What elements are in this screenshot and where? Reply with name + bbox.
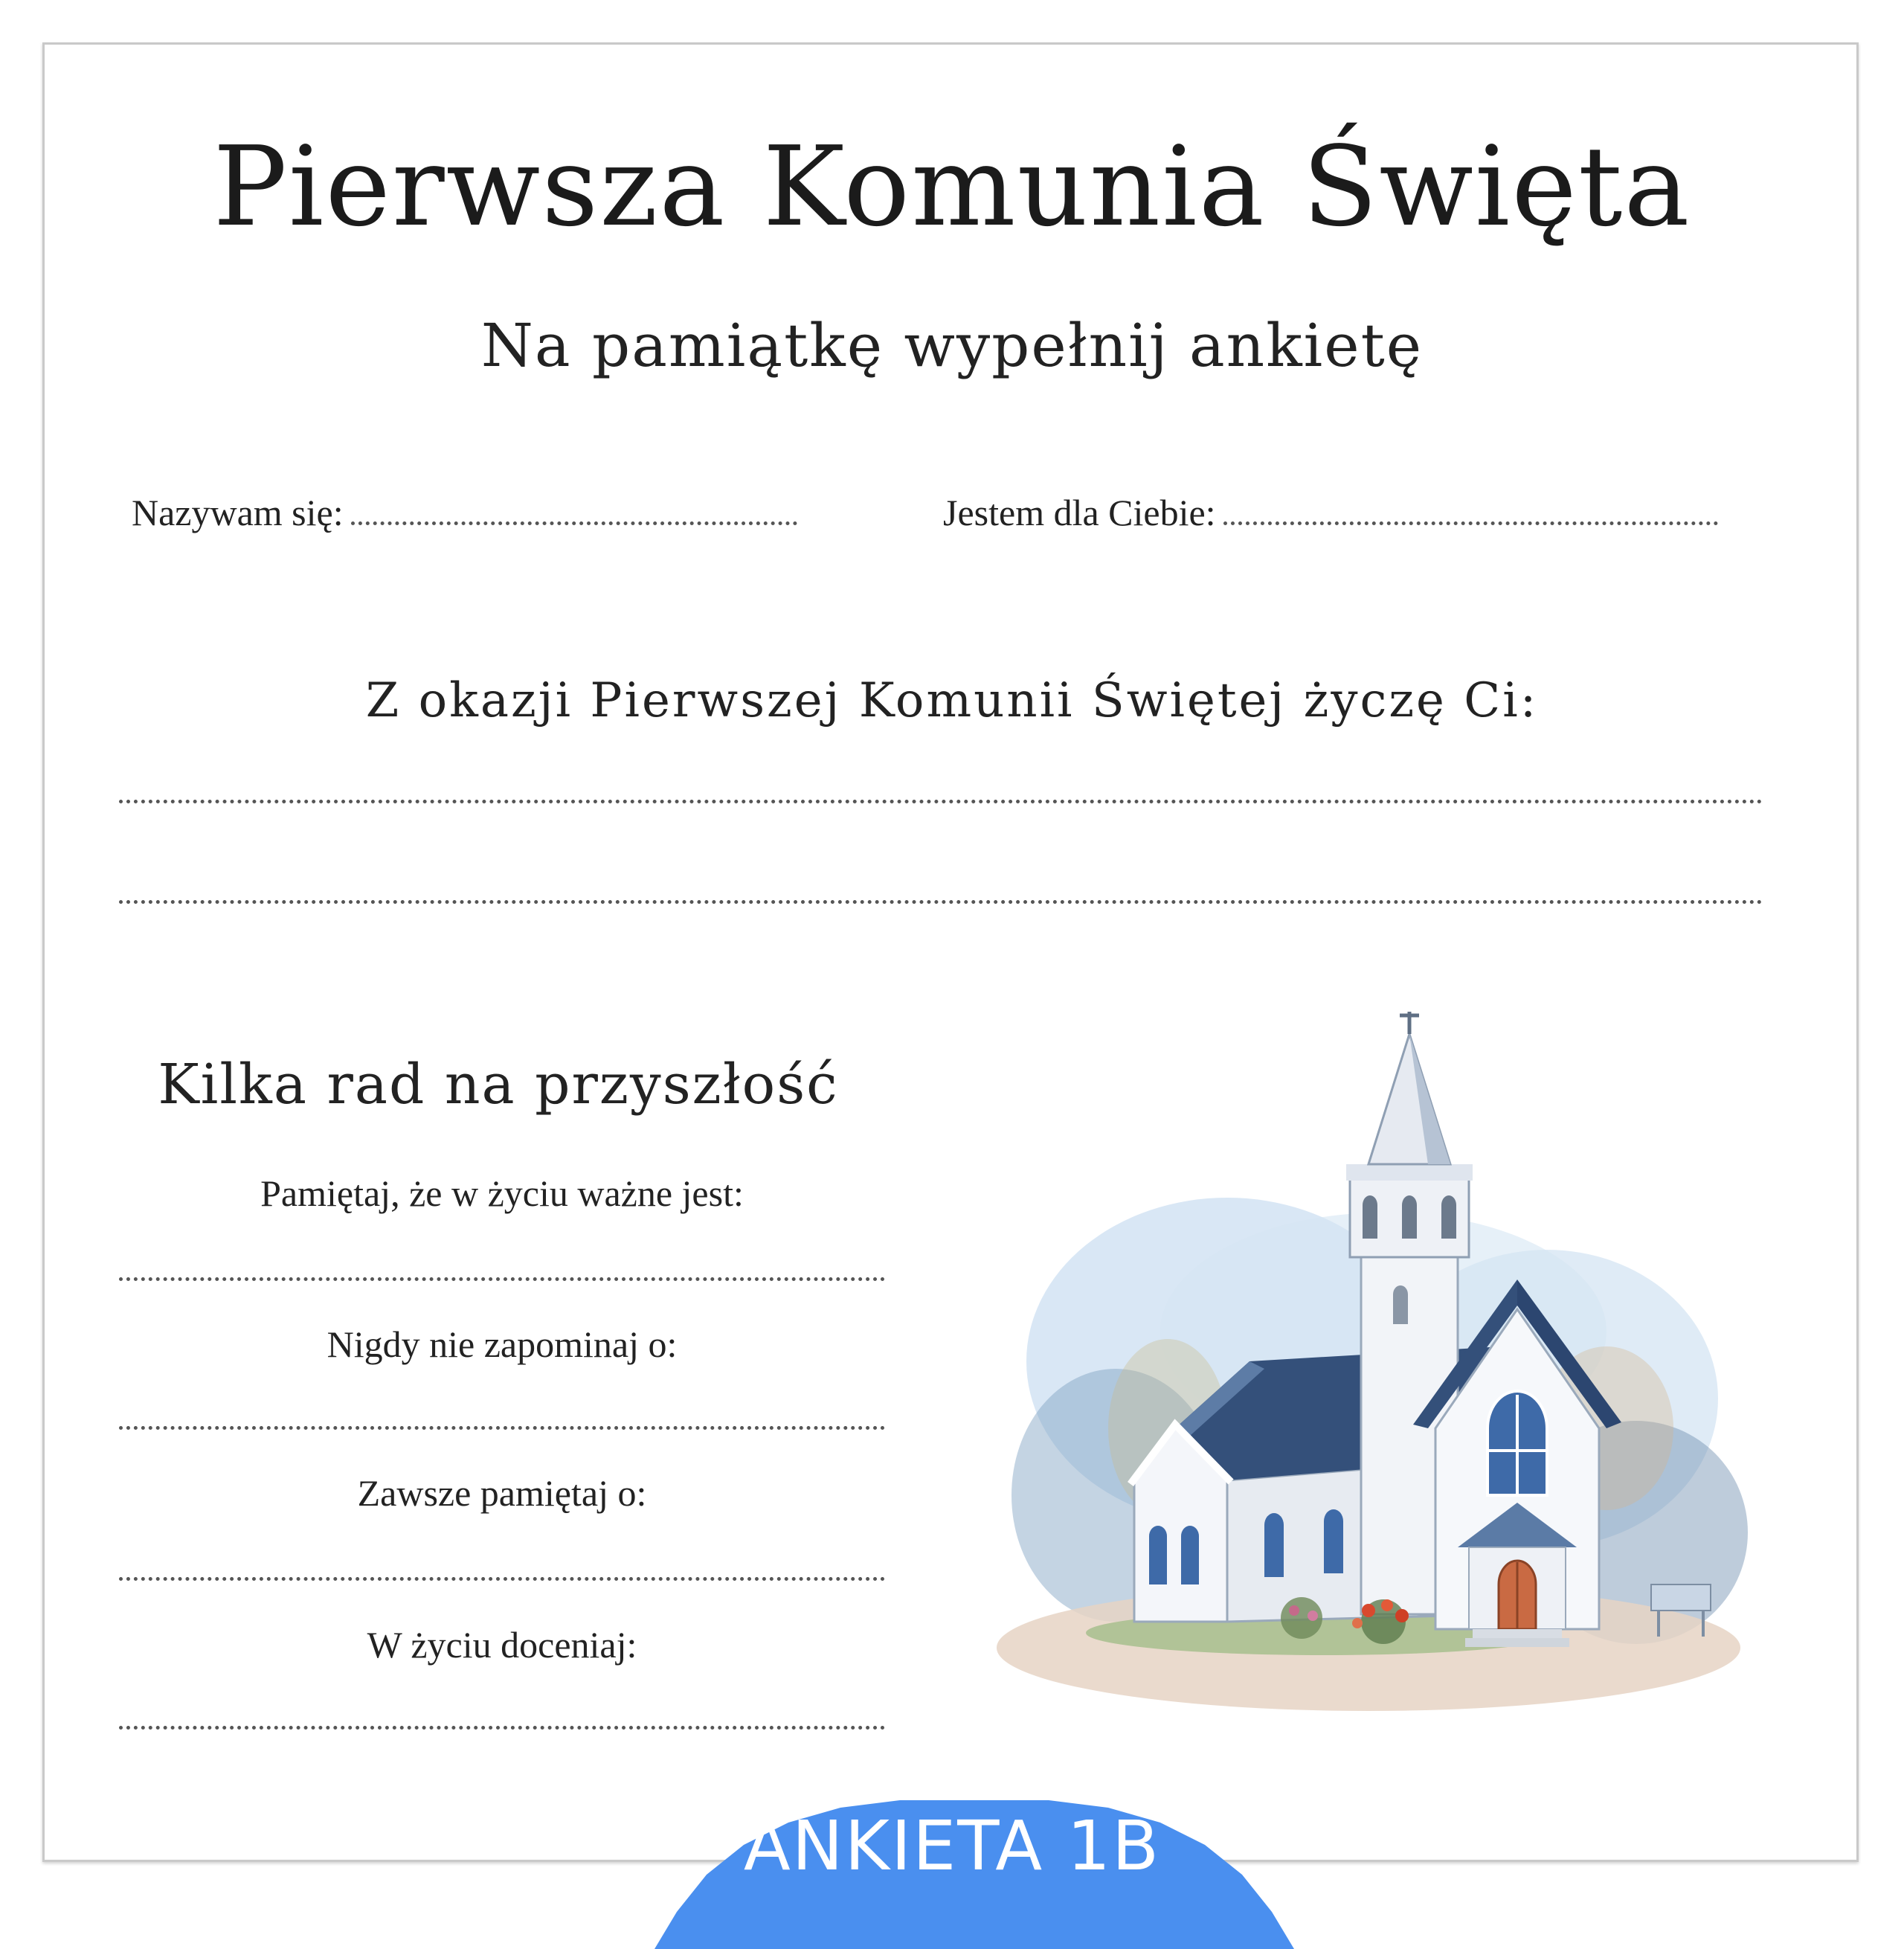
name-field[interactable] — [132, 491, 797, 534]
relation-dotted-line[interactable] — [1223, 521, 1718, 525]
advice-question-1: Pamiętaj, że w życiu ważne jest: — [260, 1172, 744, 1214]
advice-question-3: Zawsze pamiętaj o: — [357, 1472, 647, 1514]
name-label: Nazywam się: — [132, 492, 344, 533]
wishes-line-1[interactable] — [119, 800, 1763, 803]
advice-answer-line-4[interactable] — [119, 1726, 885, 1730]
advice-question-2: Nigdy nie zapominaj o: — [327, 1323, 678, 1365]
page-subtitle: Na pamiątkę wypełnij ankietę — [480, 311, 1424, 380]
name-dotted-line[interactable] — [351, 521, 797, 525]
advice-answer-line-1[interactable] — [119, 1277, 885, 1281]
wishes-line-2[interactable] — [119, 900, 1763, 904]
advice-question-4: W życiu doceniaj: — [367, 1624, 637, 1666]
wishes-heading: Z okazji Pierwszej Komunii Świętej życzę Ci: — [365, 673, 1539, 728]
advice-answer-line-3[interactable] — [119, 1577, 885, 1581]
advice-heading: Kilka rad na przyszłość — [158, 1053, 839, 1117]
badge-label: ANKIETA 1B — [743, 1806, 1161, 1886]
church-icon — [982, 1012, 1755, 1741]
advice-answer-line-2[interactable] — [119, 1426, 885, 1430]
relation-label: Jestem dla Ciebie: — [943, 492, 1216, 533]
page-title: Pierwsza Komunia Święta — [213, 123, 1691, 251]
relation-field[interactable] — [943, 491, 1718, 534]
